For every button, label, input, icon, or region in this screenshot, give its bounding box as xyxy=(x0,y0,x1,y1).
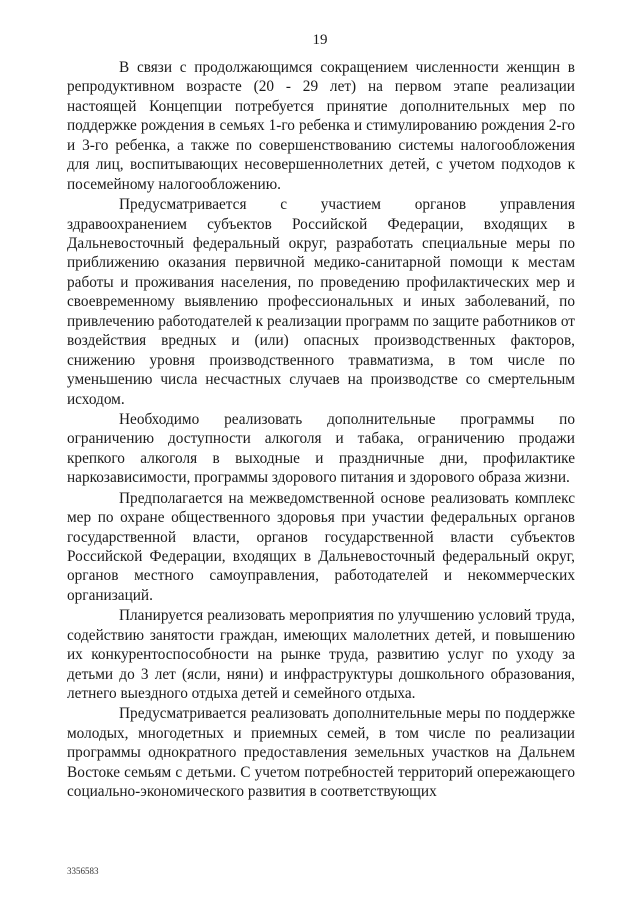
paragraph-3: Необходимо реализовать дополнительные программы по ограничению доступности алкоголя и табака, ограничению продажи крепкого алкоголя в выходные и праздничные дни, профилактике наркозависимости, программы здорового питания и здорового образа жизни. xyxy=(67,410,575,487)
paragraph-2: Предусматривается с участием органов управления здравоохранением субъектов Российской Федерации, входящих в Дальневосточный федеральный округ, разработать специальные меры по приближению оказания первичной медико-санитарной помощи к местам работы и проживания населения, по проведению профилактических мер и своевременному выявлению профессиональных и иных заболеваний, по привлечению работодателей к реализации программ по защите работников от воздействия вредных и (или) опасных производственных факторов, снижению уровня производственного травматизма, в том числе по уменьшению числа несчастных случаев на производстве со смертельным исходом. xyxy=(67,196,575,408)
paragraph-4: Предполагается на межведомственной основе реализовать комплекс мер по охране общественного здоровья при участии федеральных органов государственной власти, органов государственной власти субъектов Российской Федерации, входящих в Дальневосточный федеральный округ, органов местного самоуправления, работодателей и некоммерческих организаций. xyxy=(67,489,575,604)
document-body xyxy=(67,58,575,803)
page-number: 19 xyxy=(312,32,328,48)
paragraph-6: Предусматривается реализовать дополнительные меры по поддержке молодых, многодетных и приемных семей, в том числе по реализации программы однократного предоставления земельных участков на Дальнем Востоке семьям с детьми. С учетом потребностей территорий опережающего социально-экономического развития в соответствующих xyxy=(67,705,575,801)
paragraph-5: Планируется реализовать мероприятия по улучшению условий труда, содействию занятости граждан, имеющих малолетних детей, и повышению их конкурентоспособности на рынке труда, развитию услуг по уходу за детьми до 3 лет (ясли, няни) и инфраструктуры дошкольного образования, летнего выездного отдыха детей и семейного отдыха. xyxy=(67,607,575,703)
document-code: 3356583 xyxy=(67,866,99,876)
paragraph-1: В связи с продолжающимся сокращением численности женщин в репродуктивном возрасте (20 - 29 лет) на первом этапе реализации настоящей Концепции потребуется принятие дополнительных мер по поддержке рождения в семьях 1-го ребенка и стимулированию рождения 2-го и 3-го ребенка, а также по совершенствованию системы налогообложения для лиц, воспитывающих несовершеннолетних детей, с учетом подходов к посемейному налогообложению. xyxy=(67,59,575,193)
